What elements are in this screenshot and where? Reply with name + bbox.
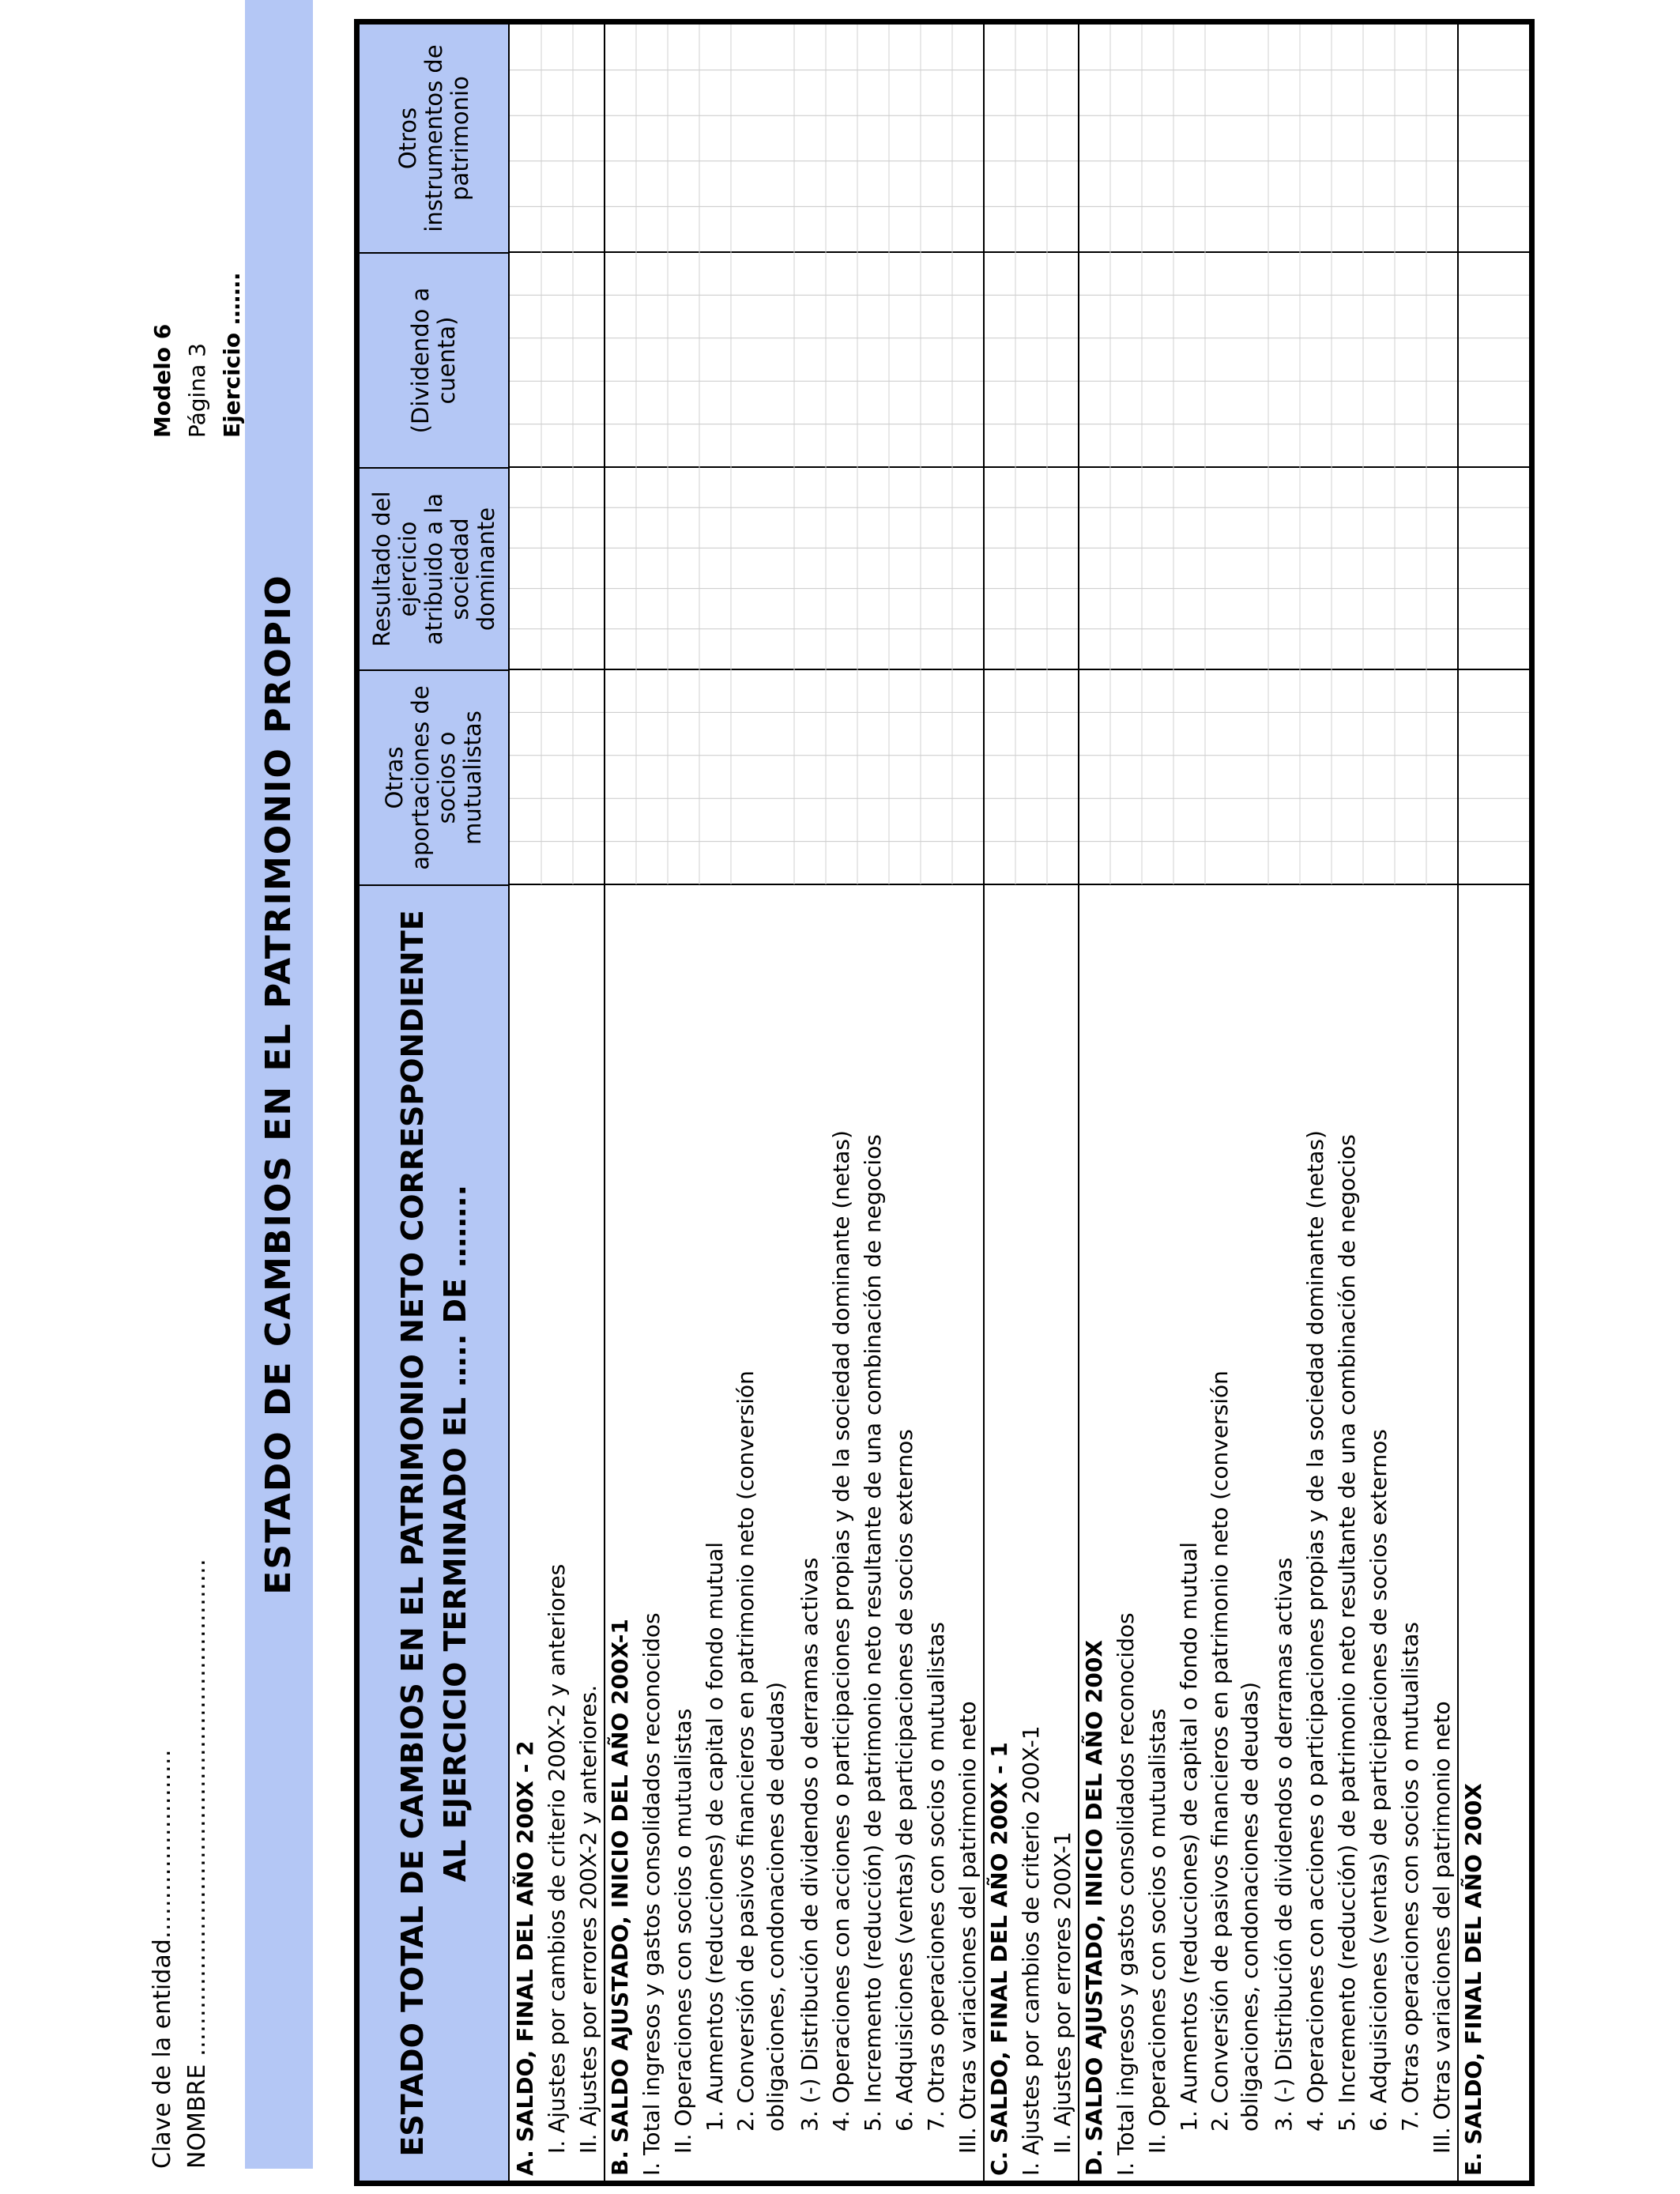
row-label: I. Total ingresos y gastos consolidados reconocidos bbox=[638, 1612, 665, 2176]
clave-field[interactable]: Clave de la entidad…………………… bbox=[149, 1749, 176, 2169]
equity-changes-table bbox=[354, 19, 1535, 2186]
entity-header bbox=[145, 1559, 215, 2169]
row-label: II. Ajustes por errores 200X-1 bbox=[1049, 1831, 1075, 2154]
section-row-label: B. SALDO AJUSTADO, INICIO DEL AÑO 200X-1 bbox=[607, 1619, 633, 2176]
row-label: 5. Incremento (reducción) de patrimonio neto resultante de una combinación de negocios bbox=[860, 1134, 886, 2132]
row-label: 3. (-) Distribución de dividendos o derramas activas bbox=[797, 1557, 823, 2132]
model-header bbox=[145, 272, 250, 438]
row-label: I. Ajustes por cambios de criterio 200X-1 bbox=[1018, 1725, 1044, 2176]
row-label: 7. Otras operaciones con socios o mutualistas bbox=[923, 1622, 949, 2132]
row-label: I. Ajustes por cambios de criterio 200X-2 y anteriores bbox=[544, 1563, 570, 2154]
row-label: 5. Incremento (reducción) de patrimonio neto resultante de una combinación de negocios bbox=[1334, 1134, 1360, 2132]
page-title: ESTADO DE CAMBIOS EN EL PATRIMONIO PROPIO bbox=[245, 0, 313, 2169]
col-otros-instrumentos: Otros instrumentos de patrimonio bbox=[360, 25, 510, 252]
section-row-label: D. SALDO AJUSTADO, INICIO DEL AÑO 200X bbox=[1081, 1640, 1107, 2176]
col-resultado-ejercicio: Resultado del ejercicio atribuido a la sociedad dominante bbox=[360, 467, 510, 669]
row-label: 1. Aumentos (reducciones) de capital o fondo mutual bbox=[702, 1541, 728, 2132]
row-label: 4. Operaciones con acciones o participaciones propias y de la sociedad dominante (netas) bbox=[1302, 1130, 1328, 2132]
col-otras-aportaciones: Otras aportaciones de socios o mutualistas bbox=[360, 669, 510, 884]
table-title: ESTADO TOTAL DE CAMBIOS EN EL PATRIMONIO NETO CORRESPONDIENTE AL EJERCICIO TERMINADO EL ….. DE …….. bbox=[360, 884, 510, 2181]
row-label: 2. Conversión de pasivos financieros en patrimonio neto (conversión obligaciones, condonaciones de deudas) bbox=[733, 1370, 789, 2132]
row-label: 1. Aumentos (reducciones) de capital o fondo mutual bbox=[1176, 1541, 1202, 2132]
row-label: II. Operaciones con socios o mutualistas bbox=[670, 1708, 696, 2154]
row-label: 6. Adquisiciones (ventas) de participaciones de socios externos bbox=[1365, 1429, 1392, 2132]
row-label: I. Total ingresos y gastos consolidados reconocidos bbox=[1113, 1612, 1139, 2176]
pagina-label: Página 3 bbox=[184, 343, 210, 438]
row-label: 6. Adquisiciones (ventas) de participaciones de socios externos bbox=[891, 1429, 917, 2132]
row-label: 4. Operaciones con acciones o participaciones propias y de la sociedad dominante (netas) bbox=[828, 1130, 854, 2132]
row-label: II. Ajustes por errores 200X-2 y anteriores. bbox=[575, 1684, 601, 2154]
row-label: 2. Conversión de pasivos financieros en patrimonio neto (conversión obligaciones, condonaciones de deudas) bbox=[1207, 1370, 1263, 2132]
row-label: II. Operaciones con socios o mutualistas bbox=[1144, 1708, 1170, 2154]
modelo-label: Modelo 6 bbox=[149, 323, 175, 438]
row-label: III. Otras variaciones del patrimonio neto bbox=[955, 1701, 981, 2154]
row-label: III. Otras variaciones del patrimonio neto bbox=[1429, 1701, 1455, 2154]
section-row-label: E. SALDO, FINAL DEL AÑO 200X bbox=[1460, 1783, 1486, 2176]
ejercicio-field[interactable]: Ejercicio ……. bbox=[219, 272, 245, 438]
col-dividendo-cuenta: (Dividendo a cuenta) bbox=[360, 252, 510, 467]
row-label: 3. (-) Distribución de dividendos o derramas activas bbox=[1271, 1557, 1297, 2132]
nombre-field[interactable]: NOMBRE ……………………………………………………… bbox=[183, 1559, 211, 2169]
section-row-label: A. SALDO, FINAL DEL AÑO 200X - 2 bbox=[512, 1740, 538, 2176]
section-row-label: C. SALDO, FINAL DEL AÑO 200X - 1 bbox=[986, 1742, 1012, 2176]
row-label: 7. Otras operaciones con socios o mutualistas bbox=[1397, 1622, 1423, 2132]
